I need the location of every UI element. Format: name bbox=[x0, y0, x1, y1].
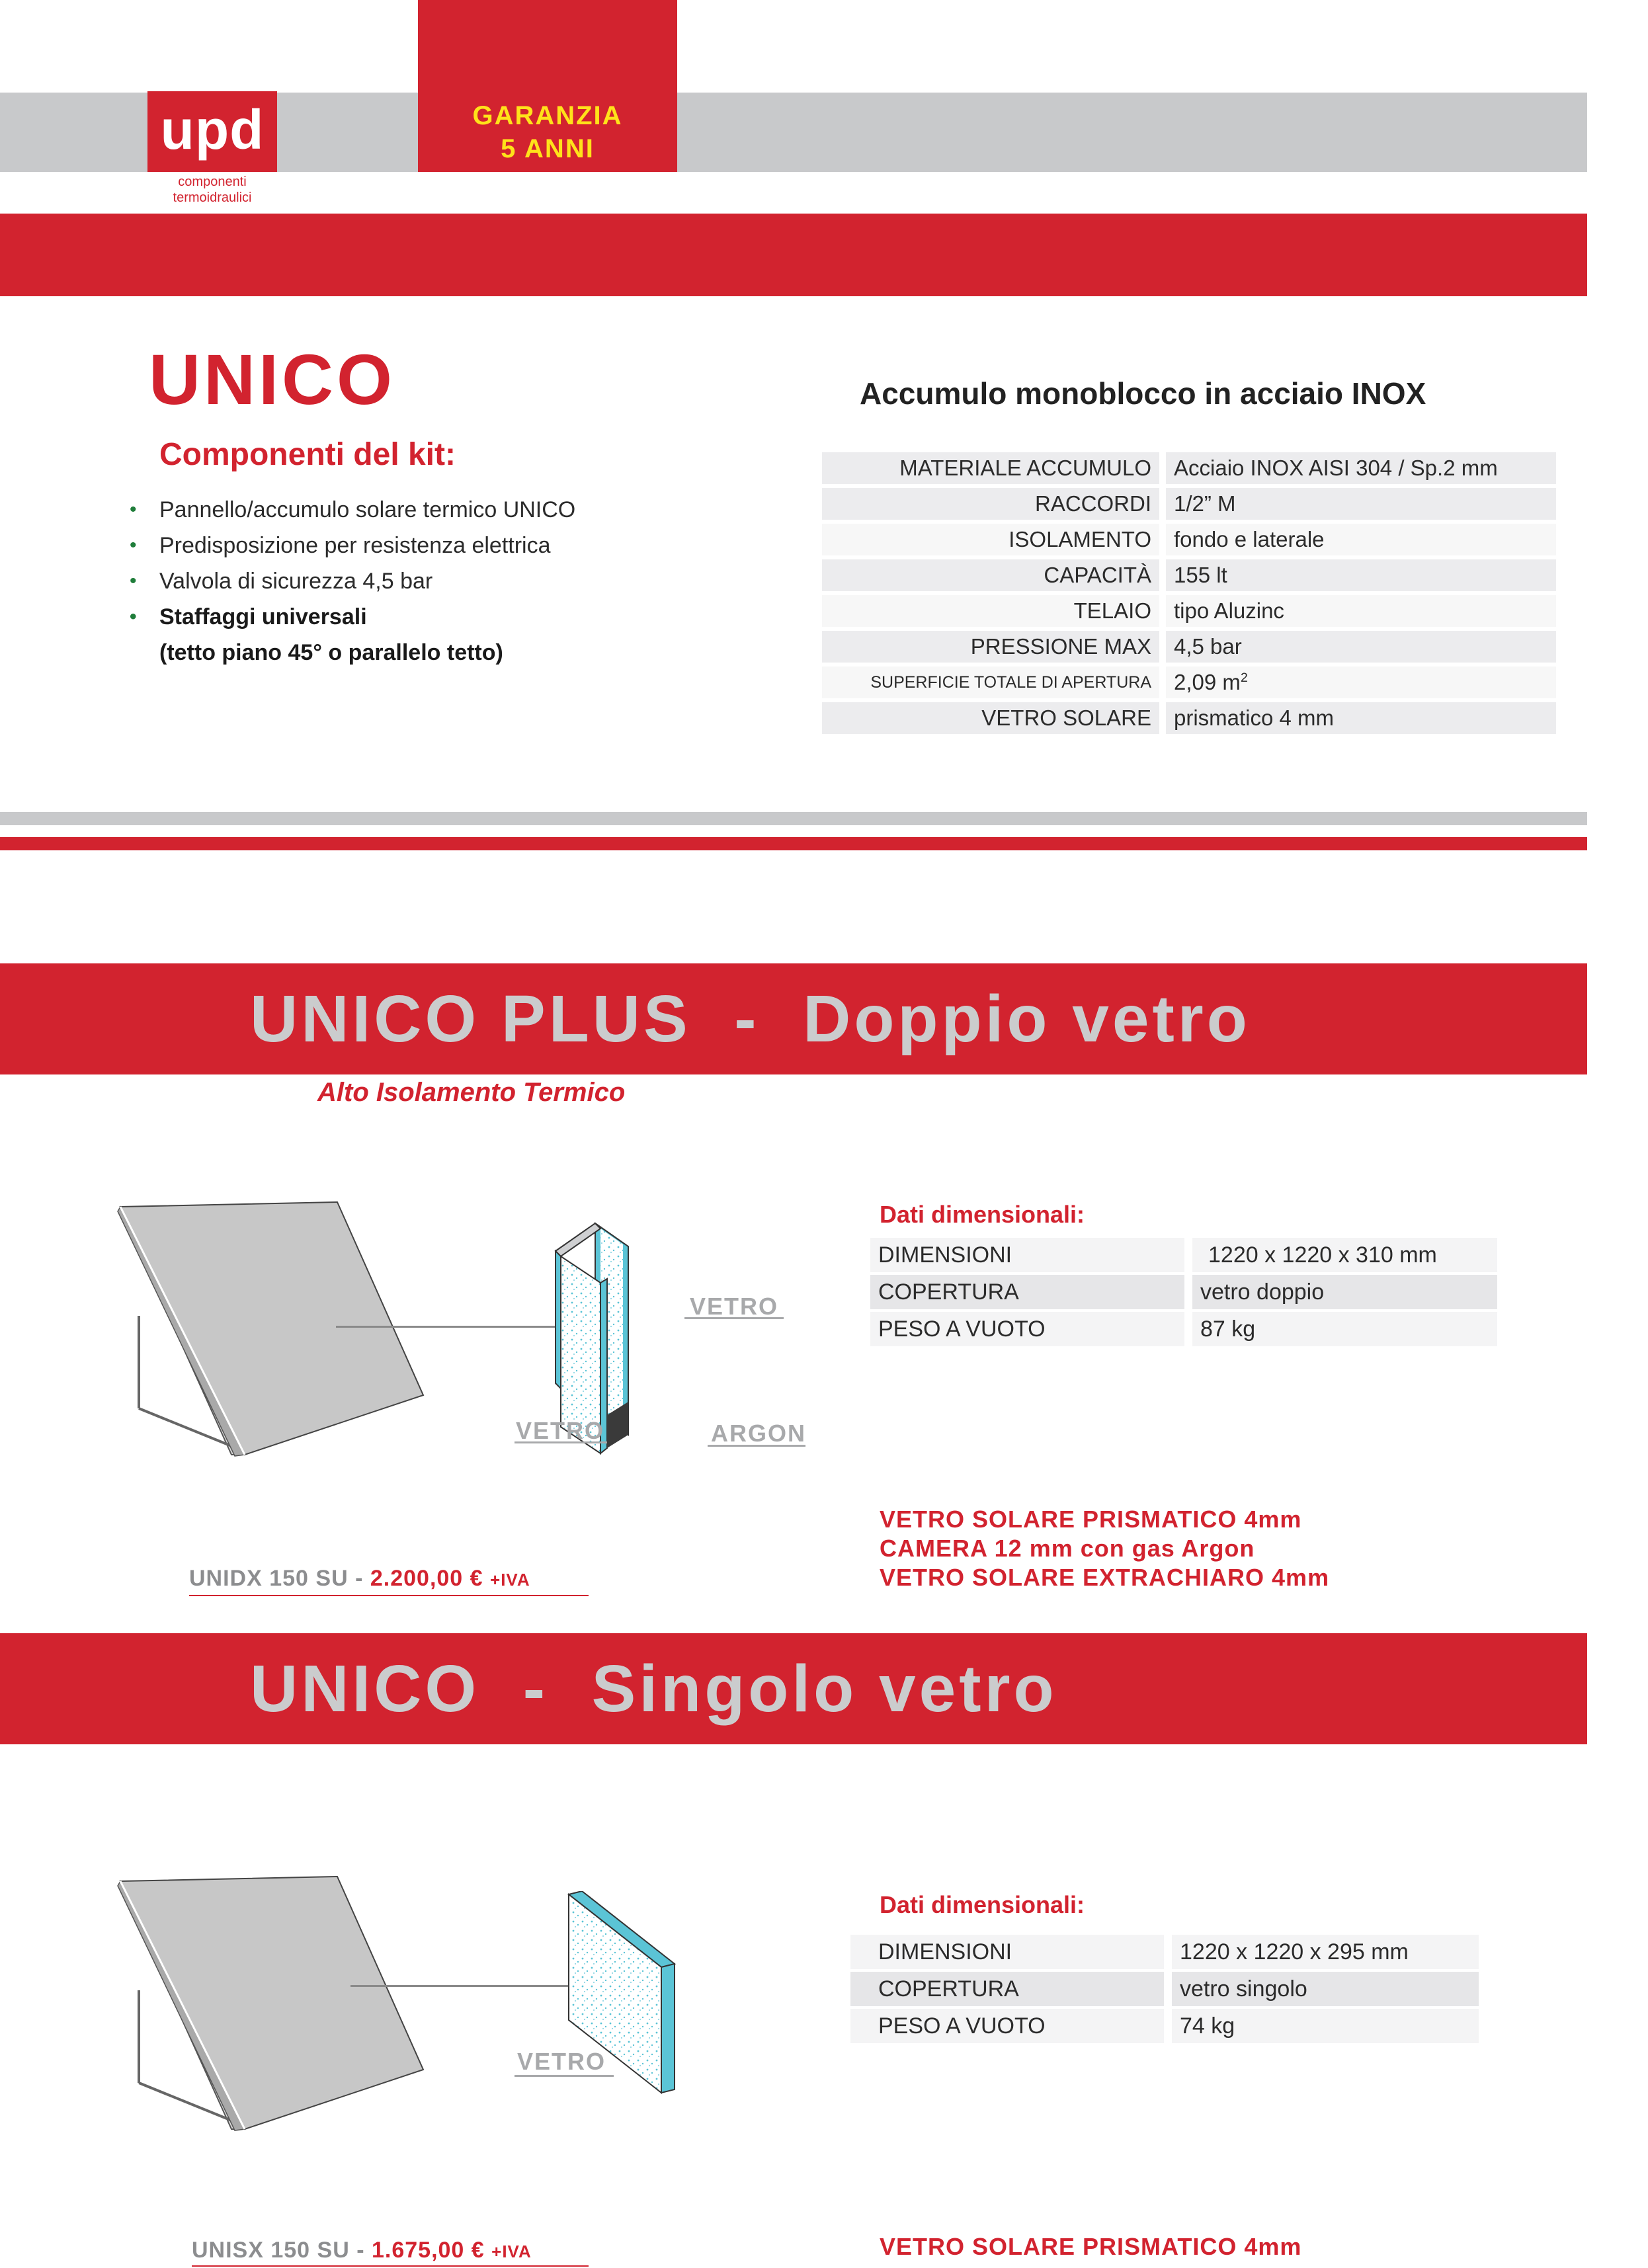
single-price bbox=[192, 2238, 532, 2263]
divider-gray bbox=[0, 812, 1587, 825]
dim-row: COPERTURA vetro doppio bbox=[870, 1275, 1497, 1309]
price-code: UNIDX 150 SU - bbox=[189, 1566, 370, 1591]
dim-row: PESO A VUOTO 87 kg bbox=[870, 1312, 1497, 1346]
kit-item: • Pannello/accumulo solare termico UNICO bbox=[130, 492, 575, 528]
price-iva: +IVA bbox=[491, 2242, 532, 2261]
label-line-vetro bbox=[515, 2075, 614, 2077]
kit-list bbox=[130, 492, 575, 670]
price-code: UNISX 150 SU - bbox=[192, 2238, 372, 2263]
label-vetro-bottom: VETRO bbox=[516, 1417, 605, 1444]
label-argon: ARGON bbox=[711, 1420, 806, 1447]
kit-item: (tetto piano 45° o parallelo tetto) bbox=[159, 640, 503, 665]
spec-row: MATERIALE ACCUMULO Acciaio INOX AISI 304 / Sp.2 mm bbox=[822, 452, 1556, 484]
label-vetro-top: VETRO bbox=[690, 1293, 779, 1320]
price-underline bbox=[189, 1595, 589, 1596]
feature-line: VETRO SOLARE PRISMATICO 4mm bbox=[880, 1506, 1302, 1533]
dim-row: DIMENSIONI 1220 x 1220 x 310 mm bbox=[870, 1238, 1497, 1272]
spec-row: RACCORDI 1/2” M bbox=[822, 488, 1556, 520]
feature-line: CAMERA 12 mm con gas Argon bbox=[880, 1535, 1255, 1562]
logo-subtitle-1: componenti bbox=[178, 175, 247, 189]
pointer-line bbox=[336, 1326, 574, 1328]
pointer-line bbox=[350, 1985, 589, 1987]
plus-price bbox=[189, 1566, 530, 1592]
dim-row: COPERTURA vetro singolo bbox=[850, 1972, 1479, 2006]
guarantee-line1: GARANZIA bbox=[472, 101, 623, 130]
kit-item: • Staffaggi universali bbox=[130, 599, 575, 635]
guarantee-badge bbox=[418, 0, 677, 172]
plus-dim-title: Dati dimensionali: bbox=[880, 1201, 1085, 1228]
spec-row: SUPERFICIE TOTALE DI APERTURA 2,09 $m^2$ bbox=[822, 667, 1556, 698]
bullet-icon: • bbox=[130, 570, 137, 592]
single-dim-title: Dati dimensionali: bbox=[880, 1891, 1085, 1918]
spec-row: TELAIO tipo Aluzinc bbox=[822, 595, 1556, 627]
bullet-icon: • bbox=[130, 606, 137, 628]
spec-row: VETRO SOLARE prismatico 4 mm bbox=[822, 702, 1556, 734]
page-title: UNICO bbox=[149, 339, 395, 419]
spec-row: PRESSIONE MAX 4,5 bar bbox=[822, 631, 1556, 663]
accumulo-title: Accumulo monoblocco in acciaio INOX bbox=[860, 376, 1426, 411]
single-banner-title: UNICO - Singolo vetro bbox=[250, 1651, 1057, 1726]
plus-subtitle: Alto Isolamento Termico bbox=[317, 1078, 626, 1107]
plus-dim-table bbox=[870, 1235, 1497, 1349]
feature-line: VETRO SOLARE PRISMATICO 4mm bbox=[880, 2233, 1302, 2260]
price-amount: 1.675,00 € bbox=[371, 2238, 492, 2263]
dim-row: DIMENSIONI 1220 x 1220 x 295 mm bbox=[850, 1935, 1479, 1969]
price-iva: +IVA bbox=[490, 1570, 530, 1590]
logo bbox=[147, 91, 277, 172]
solar-panel-illustration bbox=[112, 1197, 436, 1461]
feature-line: VETRO SOLARE EXTRACHIARO 4mm bbox=[880, 1564, 1330, 1591]
single-features bbox=[880, 2232, 1301, 2261]
dim-row: PESO A VUOTO 74 kg bbox=[850, 2009, 1479, 2043]
plus-banner bbox=[0, 963, 1587, 1074]
logo-subtitle-2: termoidraulici bbox=[173, 190, 252, 205]
price-amount: 2.200,00 € bbox=[370, 1566, 491, 1591]
kit-item: • Valvola di sicurezza 4,5 bar bbox=[130, 563, 575, 599]
kit-title: Componenti del kit: bbox=[159, 437, 456, 472]
solar-panel-illustration bbox=[112, 1871, 436, 2136]
label-vetro: VETRO bbox=[517, 2048, 606, 2075]
spec-row: ISOLAMENTO fondo e laterale bbox=[822, 524, 1556, 555]
plus-banner-title: UNICO PLUS - Doppio vetro bbox=[250, 981, 1251, 1056]
spec-table bbox=[822, 448, 1556, 738]
logo-text: upd bbox=[160, 99, 265, 161]
price-underline bbox=[192, 2265, 589, 2267]
bullet-icon: • bbox=[130, 499, 137, 520]
single-banner bbox=[0, 1633, 1587, 1744]
divider-red bbox=[0, 837, 1587, 850]
plus-features bbox=[880, 1505, 1329, 1592]
single-dim-table bbox=[850, 1932, 1479, 2046]
header-red-band bbox=[0, 214, 1587, 296]
kit-item: • Predisposizione per resistenza elettrica bbox=[130, 528, 575, 563]
guarantee-line2: 5 ANNI bbox=[501, 134, 595, 163]
spec-row: CAPACITÀ 155 lt bbox=[822, 559, 1556, 591]
bullet-icon: • bbox=[130, 534, 137, 556]
